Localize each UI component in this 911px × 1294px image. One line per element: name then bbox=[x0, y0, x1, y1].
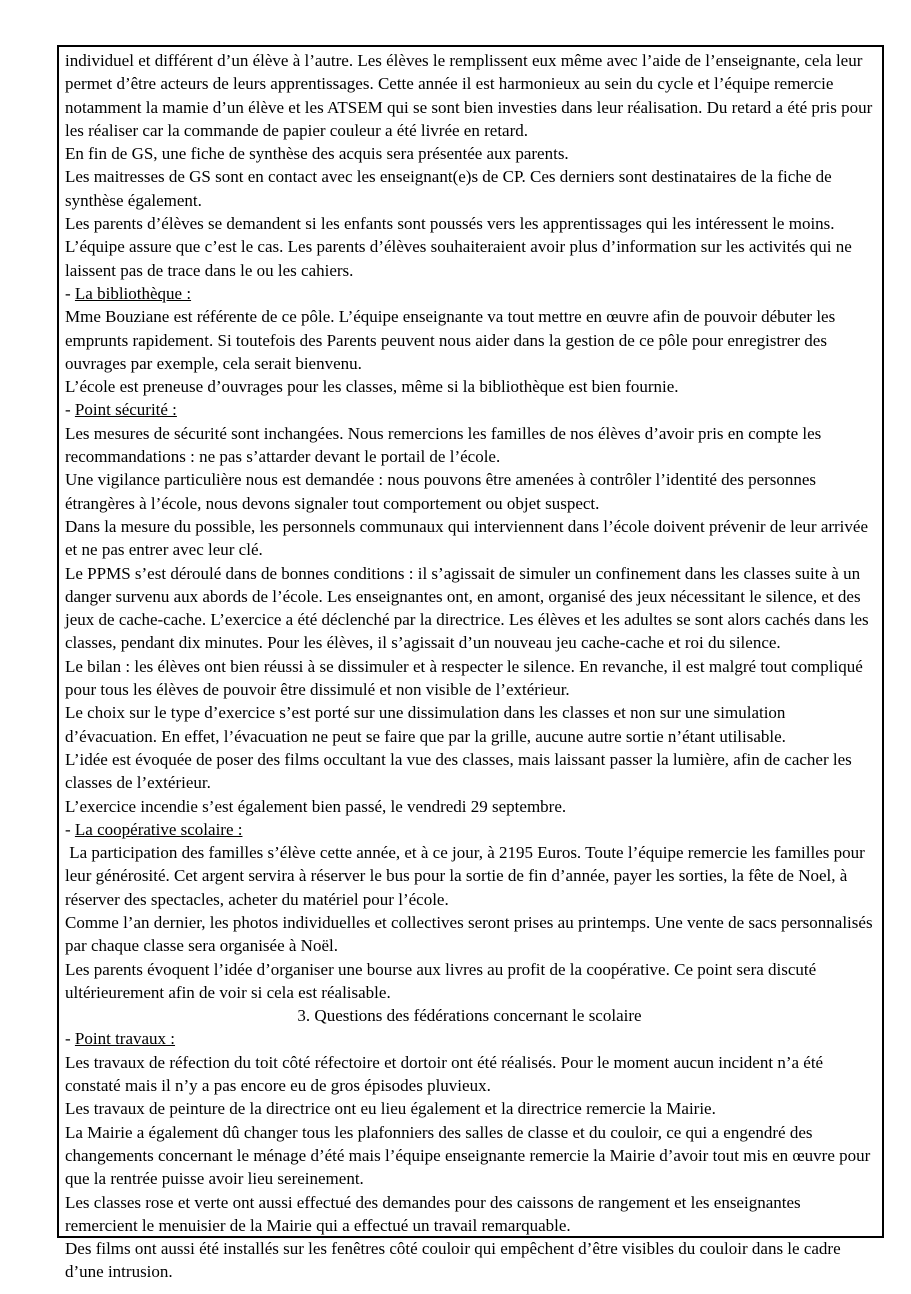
paragraph: Les parents d’élèves se demandent si les enfants sont poussés vers les apprentissages qui les intéressent le moins. L’équipe assure que c’est le cas. Les parents d’élèves souhaiteraient avoir plus d’information sur les activités qui ne laissent pas de trace dans le ou les cahiers. bbox=[65, 214, 857, 280]
heading-text: La coopérative scolaire : bbox=[74, 819, 243, 839]
paragraph: L’exercice incendie s’est également bien passé, le vendredi 29 septembre. bbox=[65, 796, 567, 816]
paragraph: En fin de GS, une fiche de synthèse des acquis sera présentée aux parents. bbox=[65, 144, 569, 164]
section-heading bbox=[65, 1027, 874, 1050]
heading-dash: - bbox=[65, 400, 75, 420]
paragraph: La participation des familles s’élève cette année, et à ce jour, à 2195 Euros. Toute l’équipe remercie les familles pour leur générosité. Cet argent servira à réserver le bus pour la sortie de fin d’année, payer les sorties, la fête de Noel, à réserver des spectacles, acheter du matériel pour l’école. bbox=[65, 843, 870, 909]
paragraph: Mme Bouziane est référente de ce pôle. L’équipe enseignante va tout mettre en œuvre afin de pouvoir débuter les emprunts rapidement. Si toutefois des Parents peuvent nous aider dans la gestion de ce pôle pour enregistrer des ouvrages par exemple, cela serait bienvenu. bbox=[65, 307, 840, 373]
paragraph: Les parents évoquent l’idée d’organiser une bourse aux livres au profit de la coopérative. Ce point sera discuté ultérieurement afin de voir si cela est réalisable. bbox=[65, 959, 821, 1002]
section-heading bbox=[65, 398, 874, 421]
paragraph: L’école est preneuse d’ouvrages pour les classes, même si la bibliothèque est bien fournie. bbox=[65, 377, 679, 397]
heading-text: La bibliothèque : bbox=[74, 283, 192, 303]
paragraph: Comme l’an dernier, les photos individuelles et collectives seront prises au printemps. Une vente de sacs personnalisés par chaque classe sera organisée à Noël. bbox=[65, 912, 877, 956]
paragraph: Les travaux de peinture de la directrice ont eu lieu également et la directrice remercie la Mairie. bbox=[65, 1099, 716, 1119]
paragraph: La Mairie a également dû changer tous les plafonniers des salles de classe et du couloir, ce qui a engendré des changements concernant le ménage d’été mais l’équipe enseignante remercie la Mairie d’avoir tout mis en œuvre pour que la rentrée puisse avoir lieu sereinement. bbox=[65, 1122, 875, 1189]
document-frame bbox=[57, 45, 884, 1282]
paragraph: L’idée est évoquée de poser des films occultant la vue des classes, mais laissant passer la lumière, afin de cacher les classes de l’extérieur. bbox=[65, 749, 857, 793]
heading-text: Point travaux : bbox=[74, 1029, 176, 1049]
heading-text: Point sécurité : bbox=[74, 400, 177, 420]
paragraph: Le choix sur le type d’exercice s’est porté sur une dissimulation dans les classes et non sur une simulation d’évacuation. En effet, l’évacuation ne peut se faire que par la grille, aucune autre sortie n’étant utilisable. bbox=[65, 703, 790, 746]
paragraph: Une vigilance particulière nous est demandée : nous pouvons être amenées à contrôler l’identité des personnes étrangères à l’école, nous devons signaler tout comportement ou objet suspect. bbox=[65, 470, 821, 513]
heading-dash: - bbox=[65, 283, 75, 303]
paragraph: Les classes rose et verte ont aussi effectué des demandes pour des caissons de rangement et les enseignantes remercient le menuisier de la Mairie qui a effectué un travail remarquable. bbox=[65, 1192, 805, 1235]
paragraph: Le bilan : les élèves ont bien réussi à se dissimuler et à respecter le silence. En revanche, il est malgré tout compliqué pour tous les élèves de pouvoir être dissimulé et non visible de l’extérieur. bbox=[65, 656, 868, 700]
heading-dash: - bbox=[65, 1029, 75, 1049]
paragraph: Les maitresses de GS sont en contact avec les enseignant(e)s de CP. Ces derniers sont destinataires de la fiche de synthèse également. bbox=[65, 167, 836, 210]
section-heading bbox=[65, 282, 874, 305]
paragraph: Des films ont aussi été installés sur les fenêtres côté couloir qui empêchent d’être visibles du couloir dans le cadre d’une intrusion. bbox=[65, 1239, 845, 1282]
section-heading bbox=[65, 818, 874, 841]
paragraph: Dans la mesure du possible, les personnels communaux qui interviennent dans l’école doivent prévenir de leur arrivée et ne pas entrer avec leur clé. bbox=[65, 516, 873, 560]
heading-dash: - bbox=[65, 819, 75, 839]
document-body bbox=[65, 49, 877, 1284]
paragraph: individuel et différent d’un élève à l’autre. Les élèves le remplissent eux même avec l’aide de l’enseignante, cela leur permet d’être acteurs de leurs apprentissages. Cette année il est harmonieux au sein du cycle et l’équipe remercie notamment la mamie d’un élève et les ATSEM qui se sont bien investies dans leur réalisation. Du retard a été pris pour les réaliser car la commande de papier couleur a été livrée en retard. bbox=[65, 51, 877, 140]
paragraph: Les mesures de sécurité sont inchangées. Nous remercions les familles de nos élèves d’avoir pris en compte les recommandations : ne pas s’attarder devant le portail de l’école. bbox=[65, 423, 826, 467]
numbered-heading: 3. Questions des fédérations concernant le scolaire bbox=[297, 1006, 642, 1026]
paragraph: Les travaux de réfection du toit côté réfectoire et dortoir ont été réalisés. Pour le moment aucun incident n’a été constaté mais il n’y a pas encore eu de gros épisodes pluvieux. bbox=[65, 1052, 828, 1096]
paragraph: Le PPMS s’est déroulé dans de bonnes conditions : il s’agissait de simuler un confinement dans les classes suite à un danger survenu aux abords de l’école. Les enseignantes ont, en amont, organisé des jeux nécessitant le silence, et des jeux de cache-cache. L’exercice a été déclenché par la directrice. Les élèves et les adultes se sont alors cachés dans les classes, pendant dix minutes. Pour les élèves, il s’agissait d’un nouveau jeu cache-cache et roi du silence. bbox=[65, 563, 873, 653]
